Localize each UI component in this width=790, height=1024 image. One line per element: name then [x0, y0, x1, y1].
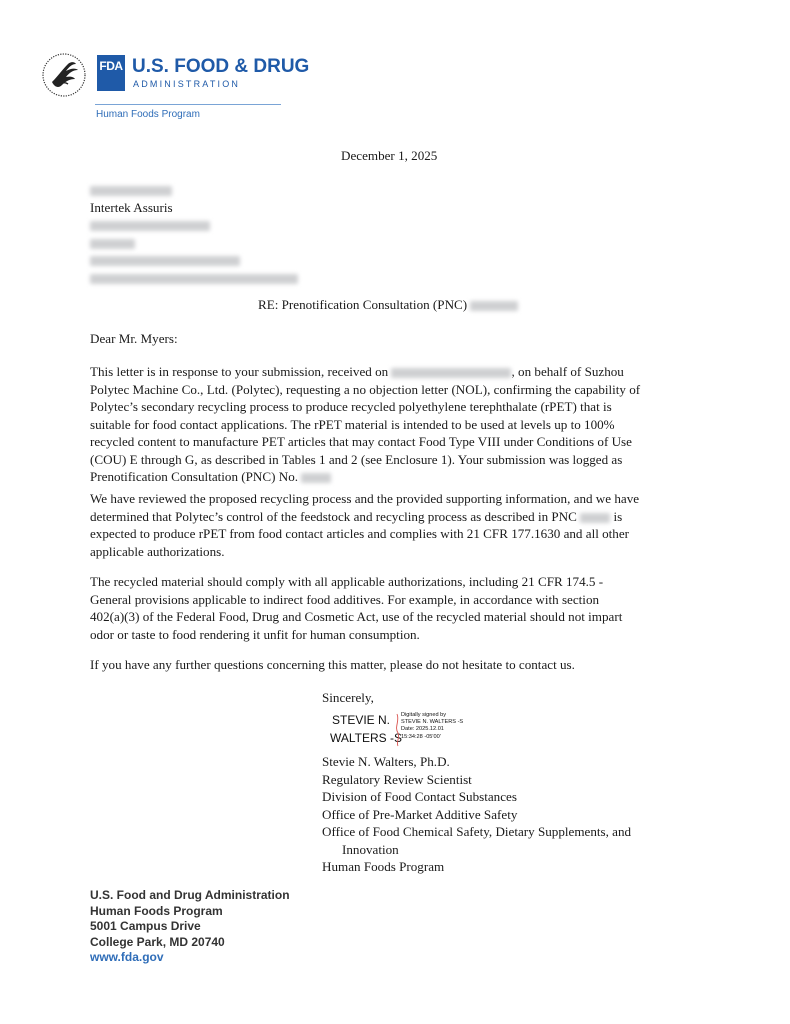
agency-subtitle: ADMINISTRATION	[133, 79, 241, 89]
program-name: Human Foods Program	[96, 109, 200, 120]
paragraph-line: suitable for food contact applications. The rPET material is intended to be used at levels up to 100%	[90, 416, 615, 432]
received-date-redacted	[391, 368, 511, 378]
recipient-suite-redacted	[90, 234, 298, 252]
signer-title-line: Human Foods Program	[322, 859, 445, 874]
salutation: Dear Mr. Myers:	[90, 331, 178, 346]
paragraph-line: This letter is in response to your submission, received on , on behalf of Suzhou	[90, 364, 624, 379]
paragraph-line: 402(a)(3) of the Federal Food, Drug and Cosmetic Act, use of the recycled material should not impart	[90, 609, 623, 624]
paragraph-2	[90, 490, 710, 560]
paragraph-line: determined that Polytec’s control of the feedstock and recycling process as described in PNC is	[90, 508, 623, 524]
signer-title-line: Office of Food Chemical Safety, Dietary Supplements, and	[322, 824, 632, 839]
paragraph-4: If you have any further questions concerning this matter, please do not hesitate to contact us.	[90, 657, 575, 672]
signature-stamp-detail-line: 15:34:28 -05'00'	[401, 733, 441, 740]
footer-address	[90, 888, 290, 966]
agency-name: U.S. FOOD & DRUG	[132, 56, 310, 77]
signature-block	[322, 753, 631, 876]
footer-website-link[interactable]: www.fda.gov	[90, 950, 164, 964]
letterhead-divider	[95, 104, 281, 105]
subject-text: RE: Prenotification Consultation (PNC)	[258, 297, 468, 312]
paragraph-line: General provisions applicable to indirect food additives. For example, in accordance with section	[90, 591, 600, 607]
pnc-number-redacted	[580, 513, 610, 523]
signature-stamp-detail-line: Digitally signed by	[401, 712, 447, 718]
hhs-eagle-seal-icon	[38, 52, 90, 98]
paragraph-line: (COU) E through G, as described in Tables 1 and 2 (see Enclosure 1). Your submission was logged as	[90, 451, 623, 467]
paragraph-line: The recycled material should comply with all applicable authorizations, including 21 CFR 174.5 -	[90, 574, 604, 589]
footer-line: Human Foods Program	[90, 903, 223, 918]
paragraph-3	[90, 573, 710, 643]
paragraph-line: recycled content to manufacture PET articles that may contact Food Type VIII under Conditions of Use	[90, 434, 632, 449]
pnc-number-redacted	[301, 473, 331, 483]
paragraph-line: Polytec’s secondary recycling process to produce recycled polyethylene terephthalate (rPET) that is	[90, 399, 612, 414]
closing: Sincerely,	[322, 690, 374, 705]
paragraph-line: expected to produce rPET from food contact articles and complies with 21 CFR 177.1630 and all other	[90, 526, 630, 541]
recipient-address	[90, 181, 298, 286]
signer-title-line: Division of Food Contact Substances	[322, 789, 517, 804]
signature-stamp-name-line: STEVIE N.	[332, 713, 391, 727]
letter-date: December 1, 2025	[341, 148, 438, 163]
signature-stamp-detail-line: STEVIE N. WALTERS -S	[401, 719, 464, 726]
footer-line: 5001 Campus Drive	[90, 919, 201, 933]
recipient-name-redacted	[90, 181, 298, 199]
recipient-city-redacted	[90, 251, 298, 269]
recipient-company: Intertek Assuris	[90, 199, 173, 215]
recipient-street-redacted	[90, 216, 298, 234]
signer-title-line: Innovation	[342, 841, 399, 857]
digital-signature-stamp	[330, 713, 470, 749]
paragraph-line: applicable authorizations.	[90, 543, 225, 559]
fda-logo-mark	[97, 55, 125, 91]
signature-stamp-detail-line: Date: 2025.12.01	[401, 726, 444, 733]
paragraph-line: Prenotification Consultation (PNC) No.	[90, 468, 710, 486]
fda-logo-text: FDA	[99, 59, 123, 73]
signer-name: Stevie N. Walters, Ph.D.	[322, 754, 450, 769]
pnc-number-redacted	[470, 301, 518, 311]
recipient-email-redacted	[90, 269, 298, 287]
signer-title-line: Regulatory Review Scientist	[322, 771, 472, 787]
paragraph-1	[90, 363, 710, 486]
signature-stamp-details	[401, 712, 463, 741]
footer-line: College Park, MD 20740	[90, 934, 225, 949]
paragraph-line: We have reviewed the proposed recycling process and the provided supporting information, and we have	[90, 491, 640, 506]
paragraph-line: Polytec Machine Co., Ltd. (Polytec), requesting a no objection letter (NOL), confirming the capability of	[90, 381, 641, 397]
subject-line	[258, 296, 518, 314]
signer-title-line: Office of Pre-Market Additive Safety	[322, 806, 518, 822]
paragraph-line: odor or taste to food rendering it unfit for human consumption.	[90, 626, 420, 642]
signature-stamp-name-line: WALTERS -S	[330, 731, 403, 745]
footer-line: U.S. Food and Drug Administration	[90, 888, 290, 902]
